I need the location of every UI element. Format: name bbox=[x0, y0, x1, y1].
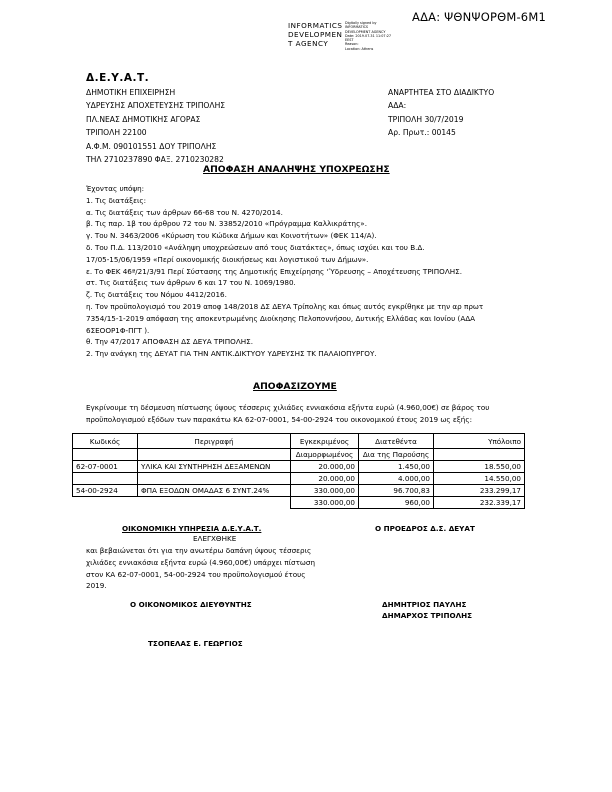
confirmation-line: χιλιάδες εννιακόσια εξήντα ευρώ (4.960,00€) υπάρχει πίστωση bbox=[86, 557, 316, 567]
decision-line: προϋπολογισμού εξόδων των παρακάτω ΚΑ 62-07-0001, 54-00-2924 του οικονομικού έτους 2019 ως εξής: bbox=[86, 414, 472, 424]
org-line: ΔΗΜΟΤΙΚΗ ΕΠΙΧΕΙΡΗΣΗ bbox=[86, 88, 176, 97]
stamp-detail: DEVELOPMENT AGENCY bbox=[345, 29, 386, 34]
table-row bbox=[73, 473, 525, 485]
organization-title: Δ.Ε.Υ.Α.Τ. bbox=[86, 72, 150, 84]
body-line: γ. Του Ν. 3463/2006 «Κύρωση του Κώδικα Δήμων και Κοινοτήτων» (ΦΕΚ 114/Α). bbox=[86, 231, 377, 241]
body-line: δ. Του Π.Δ. 113/2010 «Ανάληψη υποχρεώσεων από τους διατάκτες», όπως ισχύει και του Β.Δ. bbox=[86, 242, 425, 252]
confirmation-line: στον ΚΑ 62-07-0001, 54-00-2924 του προϋπολογισμού έτους bbox=[86, 569, 306, 579]
meta-line: ΑΝΑΡΤΗΤΕΑ ΣΤΟ ΔΙΑΔΙΚΤΥΟ bbox=[388, 88, 495, 97]
body-line: 17/05-15/06/1959 «Περί οικονομικής διοικήσεως και λογιστικού των Δήμων». bbox=[86, 254, 369, 264]
cell-approved: 20.000,00 bbox=[291, 461, 359, 473]
stamp-detail: Digitally signed by bbox=[345, 21, 377, 25]
body-line: 2. Την ανάγκη της ΔΕΥΑΤ ΓΙΑ ΤΗΝ ΑΝΤΙΚ.ΔΙΚΤΥΟΥ ΥΔΡΕΥΣΗΣ ΤΚ ΠΑΛΑΙΟΠΥΡΓΟΥ. bbox=[86, 349, 377, 359]
org-line: Α.Φ.Μ. 090101551 ΔΟΥ ΤΡΙΠΟΛΗΣ bbox=[86, 141, 217, 151]
cell-approved: 330.000,00 bbox=[291, 485, 359, 497]
document-title: ΑΠΟΦΑΣΗ ΑΝΑΛΗΨΗΣ ΥΠΟΧΡΕΩΣΗΣ bbox=[203, 164, 390, 175]
header-allocated: Διατεθέντα bbox=[359, 434, 434, 449]
subheader-formed: Διαμορφωμένος bbox=[291, 449, 359, 461]
table-row bbox=[73, 461, 525, 473]
stamp-details bbox=[345, 21, 391, 51]
body-line: στ. Τις διατάξεις των άρθρων 6 και 17 του Ν. 1069/1980. bbox=[86, 278, 296, 288]
meta-line: ΑΔΑ: bbox=[388, 101, 407, 111]
stamp-detail: Reason: bbox=[345, 42, 359, 47]
stamp-line: T AGENCY bbox=[288, 39, 329, 48]
body-line: β. Τις παρ. 1β του άρθρου 72 του Ν. 33852/2010 «Πρόγραμμα Καλλικράτης». bbox=[86, 219, 367, 229]
budget-table bbox=[72, 433, 525, 509]
header-balance: Υπόλοιπο bbox=[434, 434, 525, 449]
body-line: ε. Το ΦΕΚ 46ª/21/3/91 Περί Σύστασης της Δημοτικής Επιχείρησης ‘Ύδρευσης – Αποχέτευσης ΤΡΙΠΟΛΗΣ. bbox=[86, 266, 462, 276]
body-line: 7354/15-1-2019 απόφαση της αποκεντρωμένης Διοίκησης Πελοποννήσου, Δυτικής Ελλάδας και Ιονίου (ΑΔΑ bbox=[86, 313, 476, 323]
finance-director-title: Ο ΟΙΚΟΝΟΜΙΚΟΣ ΔΙΕΥΘΥΝΤΗΣ bbox=[130, 600, 252, 609]
decision-line: Εγκρίνουμε τη δέσμευση πίστωσης ύψους τέσσερις χιλιάδες εννιακόσια εξήντα ευρώ (4.960,00€) σε βάρος του bbox=[86, 403, 490, 412]
finance-director-name: ΤΣΟΠΕΛΑΣ Ε. ΓΕΩΡΓΙΟΣ bbox=[148, 639, 243, 648]
cell-description: ΦΠΑ ΕΞΟΔΩΝ ΟΜΑΔΑΣ 6 ΣΥΝΤ.24% bbox=[138, 485, 291, 497]
table-header-row bbox=[73, 434, 525, 449]
cell-allocated: 960,00 bbox=[359, 497, 434, 509]
cell-code: 62-07-0001 bbox=[73, 461, 138, 473]
decision-title: ΑΠΟΦΑΣΙΖΟΥΜΕ bbox=[253, 381, 337, 392]
header-description: Περιγραφή bbox=[138, 434, 291, 449]
cell-balance: 232.339,17 bbox=[434, 497, 525, 509]
cell-balance: 18.550,00 bbox=[434, 461, 525, 473]
cell-code: 54-00-2924 bbox=[73, 485, 138, 497]
subheader-empty bbox=[73, 449, 138, 461]
confirmation-line: 2019. bbox=[86, 581, 107, 591]
body-line: ζ. Τις διατάξεις του Νόμου 4412/2016. bbox=[86, 290, 227, 300]
table-row bbox=[73, 485, 525, 497]
document-meta bbox=[388, 86, 494, 140]
decision-text bbox=[86, 402, 536, 426]
ada-code: ΑΔΑ: ΨΘΝΨΟΡΘΜ-6Μ1 bbox=[412, 10, 546, 24]
subheader-present: Δια της Παρούσης bbox=[359, 449, 434, 461]
finance-service-title: ΟΙΚΟΝΟΜΙΚΗ ΥΠΗΡΕΣΙΑ Δ.Ε.Υ.Α.Τ. bbox=[122, 524, 262, 533]
body-line: η. Τον προϋπολογισμό του 2019 αποφ 148/2018 ΔΣ ΔΕΥΑ Τρίπολης και όπως αυτός εγκρίθηκε με την αρ πρωτ bbox=[86, 301, 484, 311]
meta-line: ΤΡΙΠΟΛΗ 30/7/2019 bbox=[388, 114, 464, 124]
body-line: 1. Τις διατάξεις: bbox=[86, 195, 147, 205]
body-line: α. Τις διατάξεις των άρθρων 66-68 του Ν. 4270/2014. bbox=[86, 207, 283, 217]
cell-code bbox=[73, 497, 138, 509]
org-line: ΤΗΛ 2710237890 ΦΑΞ. 2710230282 bbox=[86, 155, 224, 165]
checked-label: ΕΛΕΓΧΘΗΚΕ bbox=[193, 534, 237, 543]
body-line: Έχοντας υπόψη: bbox=[86, 184, 145, 193]
cell-description bbox=[138, 473, 291, 485]
org-line: ΥΔΡΕΥΣΗΣ ΑΠΟΧΕΤΕΥΣΗΣ ΤΡΙΠΟΛΗΣ bbox=[86, 101, 226, 111]
stamp-line: INFORMATICS bbox=[288, 21, 343, 30]
confirmation-text bbox=[86, 545, 315, 592]
table-subheader-row bbox=[73, 449, 525, 461]
confirmation-line: και βεβαιώνεται ότι για την ανωτέρω δαπάνη ύψους τέσσερις bbox=[86, 546, 312, 555]
cell-balance: 14.550,00 bbox=[434, 473, 525, 485]
stamp-detail: Location: Athens bbox=[345, 46, 374, 51]
president-role: ΔΗΜΑΡΧΟΣ ΤΡΙΠΟΛΗΣ bbox=[382, 611, 473, 620]
stamp-issuer bbox=[288, 21, 342, 48]
cell-approved: 330.000,00 bbox=[291, 497, 359, 509]
table-row bbox=[73, 497, 525, 509]
stamp-detail: INFORMATICS bbox=[345, 25, 369, 30]
president-title: Ο ΠΡΟΕΔΡΟΣ Δ.Σ. ΔΕΥΑΤ bbox=[375, 524, 475, 533]
subheader-empty bbox=[138, 449, 291, 461]
president-name: ΔΗΜΗΤΡΙΟΣ ΠΑΥΛΗΣ bbox=[382, 600, 467, 609]
digital-signature-stamp bbox=[288, 21, 392, 51]
cell-code bbox=[73, 473, 138, 485]
cell-allocated: 1.450,00 bbox=[359, 461, 434, 473]
cell-allocated: 96.700,83 bbox=[359, 485, 434, 497]
org-line: ΠΛ.ΝΕΑΣ ΔΗΜΟΤΙΚΗΣ ΑΓΟΡΑΣ bbox=[86, 114, 201, 124]
cell-allocated: 4.000,00 bbox=[359, 473, 434, 485]
subheader-empty bbox=[434, 449, 525, 461]
header-approved: Εγκεκριμένος bbox=[291, 434, 359, 449]
stamp-line: DEVELOPMEN bbox=[288, 30, 343, 39]
meta-line: Αρ. Πρωτ.: 00145 bbox=[388, 128, 456, 138]
organization-info bbox=[86, 86, 225, 166]
body-line: θ. Την 47/2017 ΑΠΟΦΑΣΗ ΔΣ ΔΕΥΑ ΤΡΙΠΟΛΗΣ. bbox=[86, 337, 253, 347]
cell-description: ΥΛΙΚΑ ΚΑΙ ΣΥΝΤΗΡΗΣΗ ΔΕΞΑΜΕΝΩΝ bbox=[138, 461, 291, 473]
org-line: ΤΡΙΠΟΛΗ 22100 bbox=[86, 128, 147, 138]
cell-approved: 20.000,00 bbox=[291, 473, 359, 485]
cell-description bbox=[138, 497, 291, 509]
cell-balance: 233.299,17 bbox=[434, 485, 525, 497]
body-line: 6ΣΕΟΟΡ1Φ-ΠΓΤ ). bbox=[86, 325, 150, 335]
stamp-detail: EEST bbox=[345, 38, 354, 43]
stamp-detail: Date: 2019.07.31 11:07:27 bbox=[345, 33, 392, 38]
header-code: Κωδικός bbox=[73, 434, 138, 449]
considerations-block bbox=[86, 183, 536, 360]
